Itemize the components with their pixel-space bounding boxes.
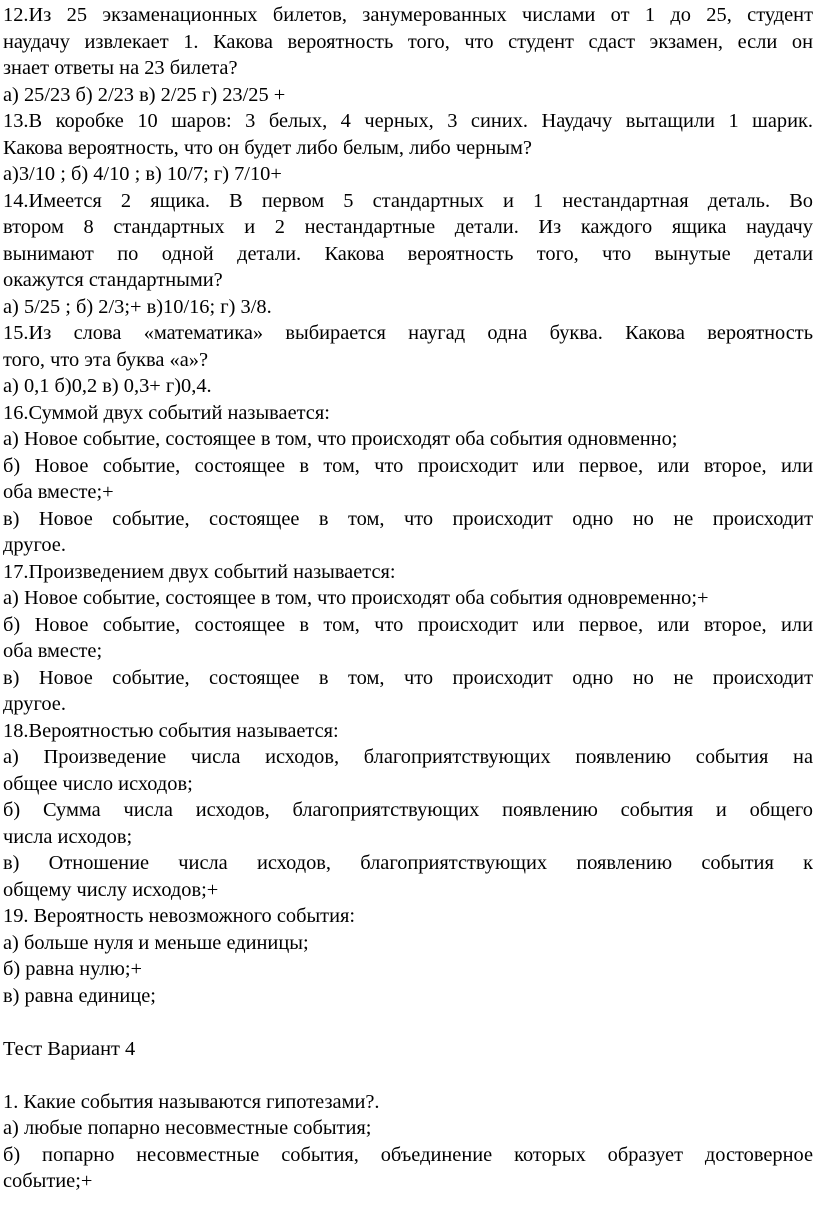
text-line: б) равна нулю;+: [3, 958, 142, 980]
text-line: в) Новое событие, состоящее в том, что происходит одно но не происходит: [3, 666, 813, 689]
text-line: а) 5/25 ; б) 2/3;+ в)10/16; г) 3/8.: [3, 295, 272, 318]
text-line: 18.Вероятностью события называется:: [3, 719, 339, 742]
blank-line: [3, 1062, 813, 1089]
text-line: а) 0,1 б)0,2 в) 0,3+ г)0,4.: [3, 375, 212, 397]
text-line: другое.: [3, 693, 66, 715]
text-line: 17.Произведением двух событий называется:: [3, 560, 396, 583]
text-line: а)3/10 ; б) 4/10 ; в) 10/7; г) 7/10+: [3, 163, 282, 185]
text-line: общее число исходов;: [3, 772, 193, 795]
text-line: 19. Вероятность невозможного события:: [3, 905, 356, 927]
text-line: а) Новое событие, состоящее в том, что происходят оба события одновременно;+: [3, 587, 709, 609]
text-line: окажутся стандартными?: [3, 269, 223, 291]
text-line: событие;+: [3, 1170, 93, 1192]
text-line: в) Новое событие, состоящее в том, что происходит одно но не происходит: [3, 507, 813, 530]
text-line: 1. Какие события называются гипотезами?.: [3, 1090, 380, 1113]
text-line: б) попарно несовместные события, объединение которых образует достоверное: [3, 1143, 813, 1166]
text-line: оба вместе;+: [3, 481, 114, 503]
text-line: 16.Суммой двух событий называется:: [3, 401, 330, 424]
text-line: другое.: [3, 534, 66, 556]
text-line: а) Произведение числа исходов, благоприятствующих появлению события на: [3, 746, 813, 768]
text-line: в) Отношение числа исходов, благоприятствующих появлению события к: [3, 852, 813, 874]
text-line: Какова вероятность, что он будет либо белым, либо черным?: [3, 136, 532, 159]
text-line: а) больше нуля и меньше единицы;: [3, 931, 309, 954]
text-line: того, что эта буква «а»?: [3, 348, 209, 371]
text-line: б) Новое событие, состоящее в том, что происходит или первое, или второе, или: [3, 613, 813, 636]
text-line: общему числу исходов;+: [3, 878, 219, 901]
text-line: Тест Вариант 4: [3, 1037, 136, 1060]
text-line: знает ответы на 23 билета?: [3, 57, 238, 79]
blank-line: [3, 1009, 813, 1036]
text-line: а) Новое событие, состоящее в том, что происходят оба события одновменно;: [3, 428, 678, 450]
text-line: числа исходов;: [3, 825, 133, 848]
text-line: втором 8 стандартных и 2 нестандартные детали. Из каждого ящика наудачу: [3, 216, 813, 238]
text-line: 12.Из 25 экзаменационных билетов, занумерованных числами от 1 до 25, студент: [3, 4, 813, 26]
text-line: а) 25/23 б) 2/23 в) 2/25 г) 23/25 +: [3, 83, 286, 106]
text-line: 13.В коробке 10 шаров: 3 белых, 4 черных, 3 синих. Наудачу вытащили 1 шарик.: [3, 110, 813, 132]
text-line: 15.Из слова «математика» выбирается наугад одна буква. Какова вероятность: [3, 322, 813, 344]
text-line: б) Новое событие, состоящее в том, что происходит или первое, или второе, или: [3, 454, 813, 477]
text-line: вынимают по одной детали. Какова вероятность того, что вынутые детали: [3, 242, 813, 265]
text-line: 14.Имеется 2 ящика. В первом 5 стандартных и 1 нестандартная деталь. Во: [3, 189, 813, 212]
text-line: б) Сумма числа исходов, благоприятствующих появлению события и общего: [3, 799, 813, 821]
text-line: оба вместе;: [3, 640, 103, 662]
text-line: а) любые попарно несовместные события;: [3, 1117, 372, 1139]
text-line: наудачу извлекает 1. Какова вероятность того, что студент сдаст экзамен, если он: [3, 30, 813, 53]
text-line: в) равна единице;: [3, 984, 156, 1007]
